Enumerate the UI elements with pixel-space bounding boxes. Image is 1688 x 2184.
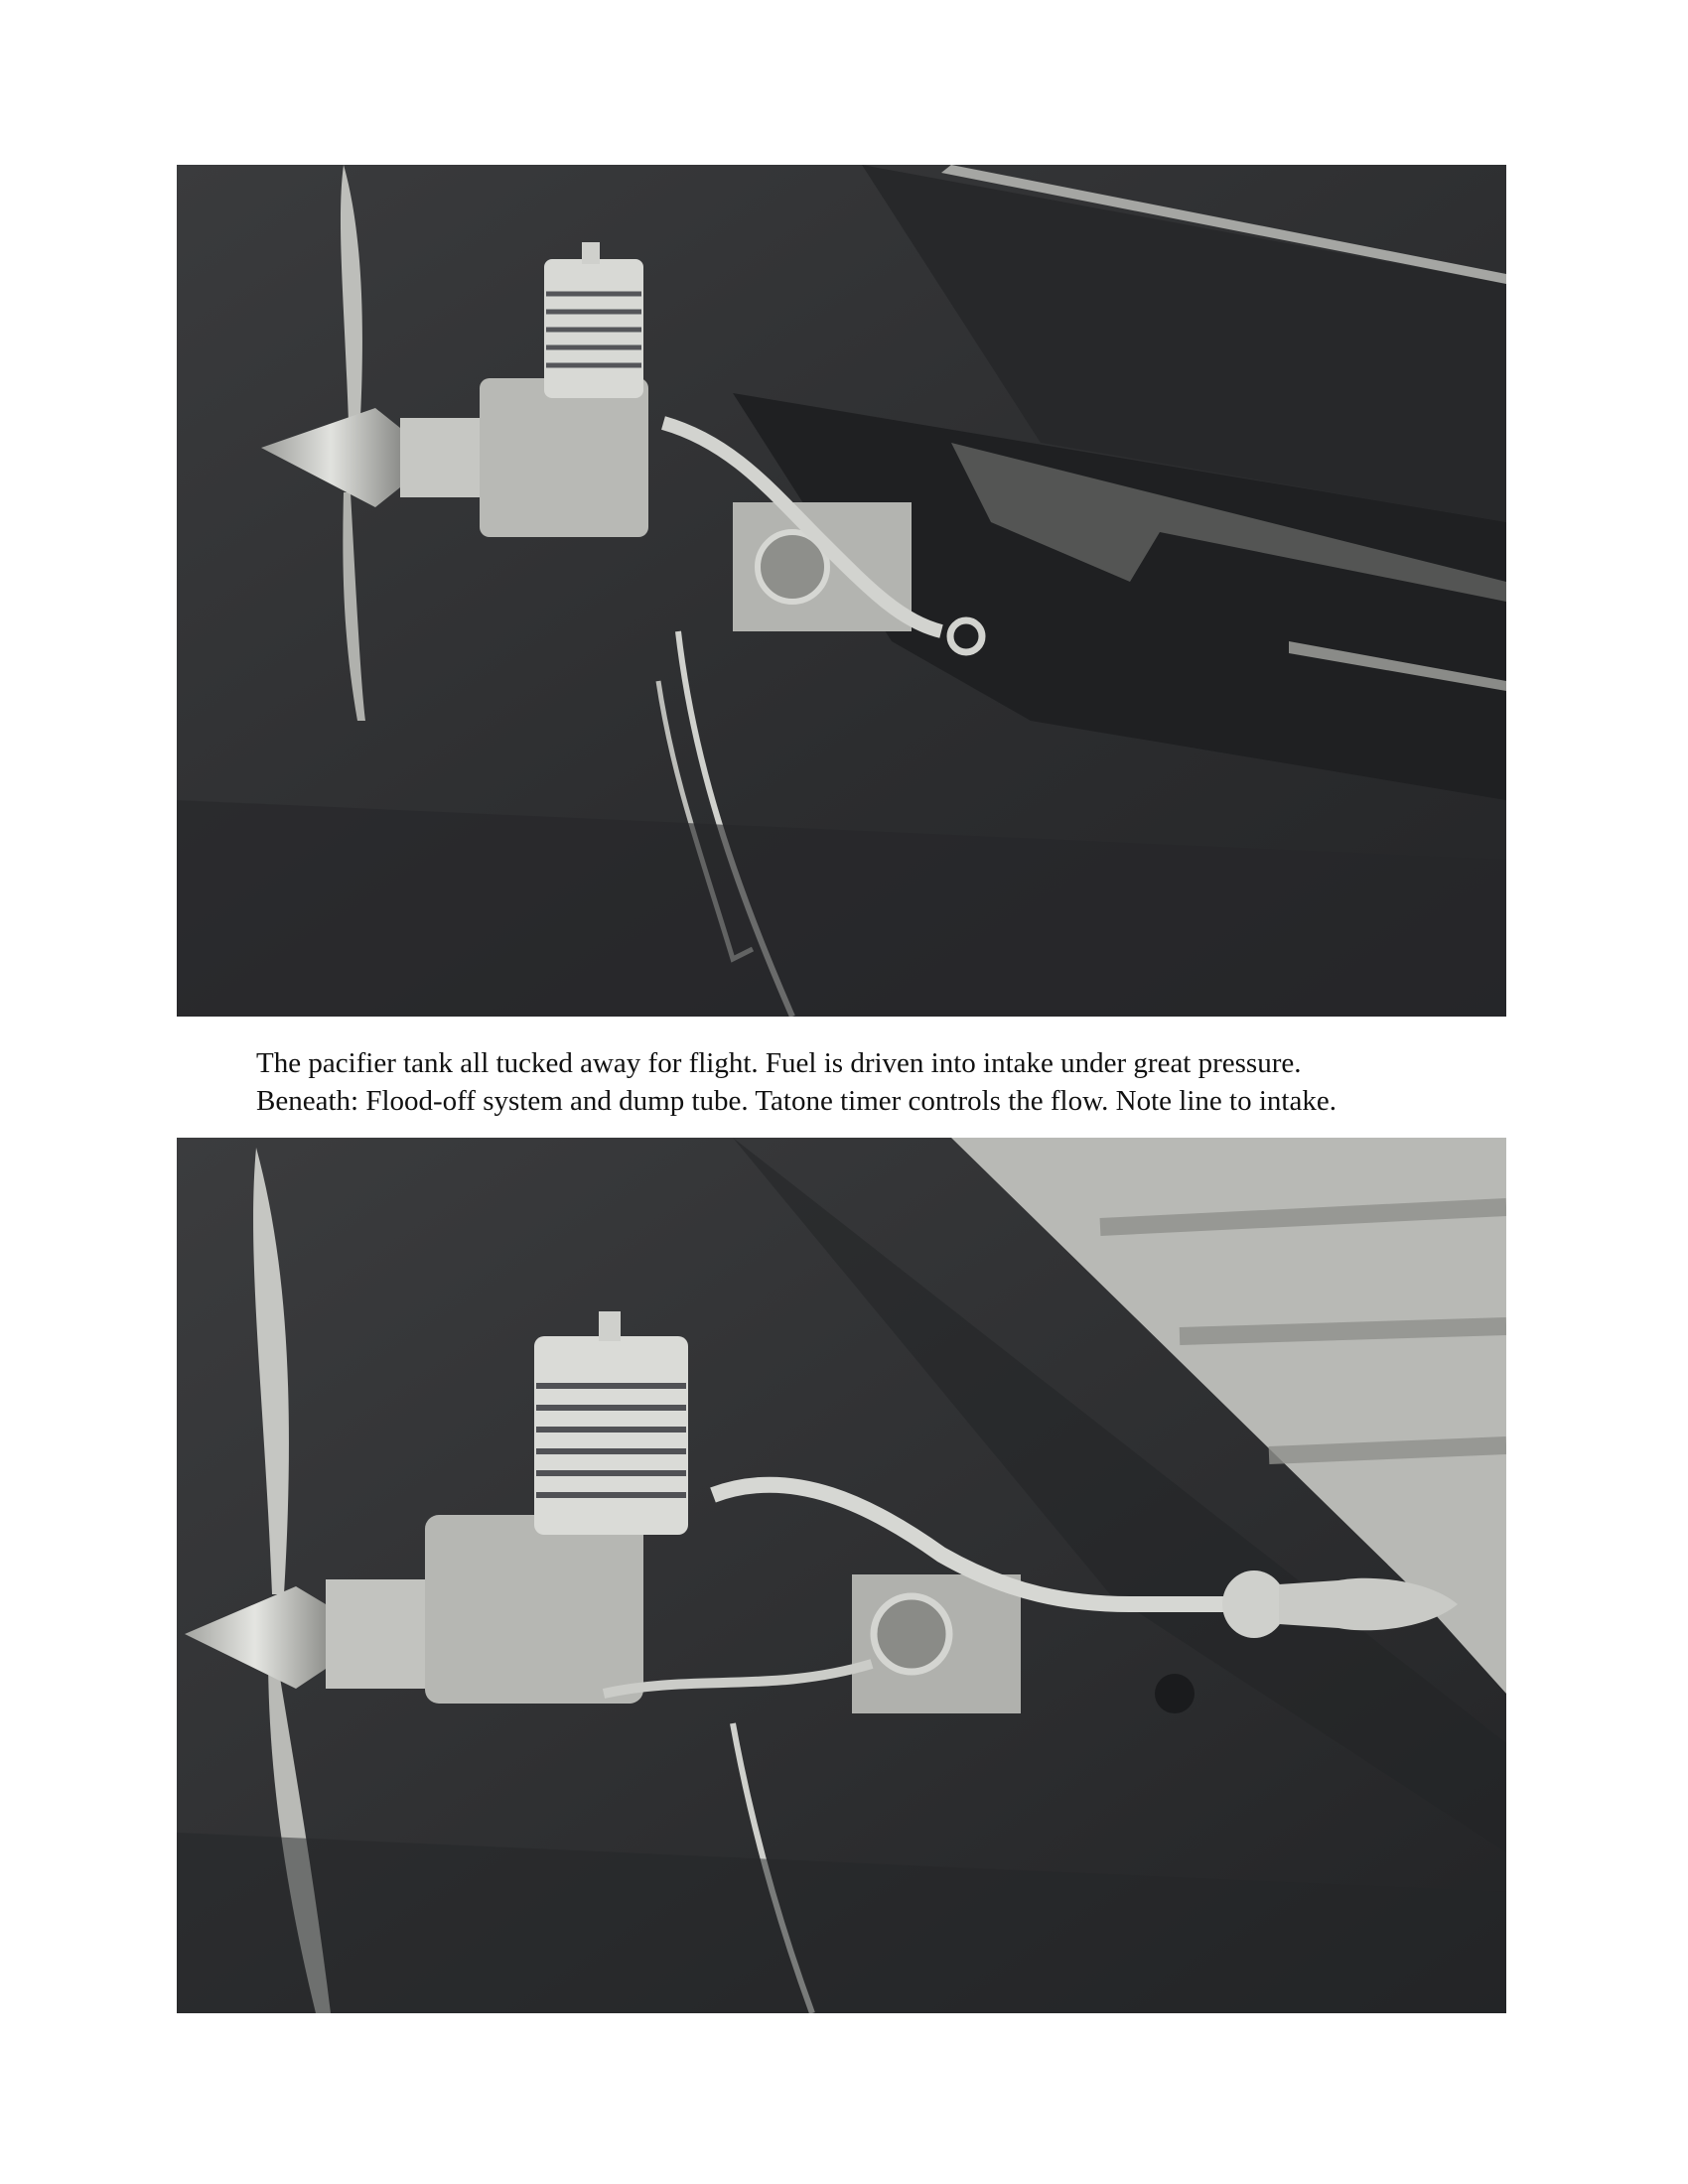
engine-photo-top bbox=[177, 165, 1506, 1017]
photo-caption bbox=[256, 1044, 1448, 1120]
caption-line-1: The pacifier tank all tucked away for flight. Fuel is driven into intake under great pressure. bbox=[256, 1047, 1302, 1079]
photo-top bbox=[177, 165, 1506, 1017]
photo-bottom bbox=[177, 1138, 1506, 2013]
caption-line-2: Beneath: Flood-off system and dump tube. Tatone timer controls the flow. Note line to intake. bbox=[256, 1085, 1336, 1117]
engine-photo-bottom bbox=[177, 1138, 1506, 2013]
